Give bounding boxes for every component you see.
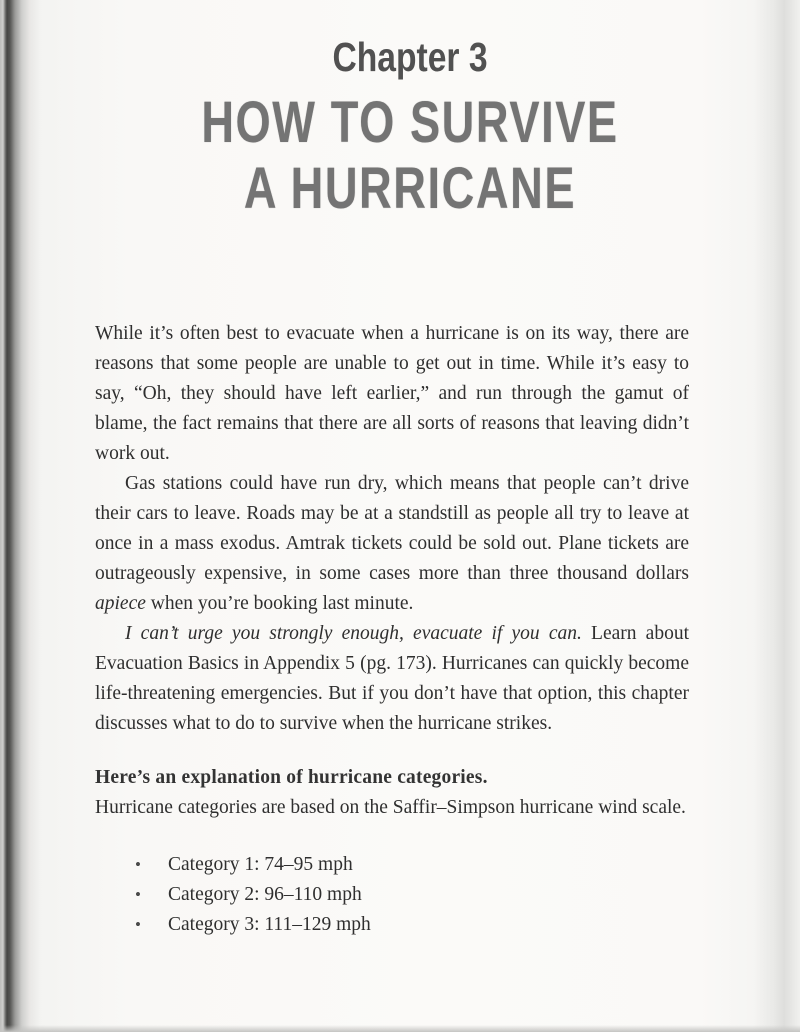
chapter-label: Chapter 3 xyxy=(332,34,488,80)
chapter-header xyxy=(30,32,790,222)
paragraph-travel-obstacles xyxy=(95,469,689,619)
paragraph-1-text: While it’s often best to evacuate when a hurricane is on its way, there are reasons that some people are unable to get out in time. While it’s easy to say, “Oh, they should have left earlier,” and run through the gamut of blame, the fact remains that there are all sorts of reasons that leaving didn’t work out. xyxy=(95,323,689,464)
bullet-icon: • xyxy=(135,915,141,934)
list-item-label: Category 2: 96–110 mph xyxy=(168,884,362,905)
paragraph-3-italic-lead: I can’t urge you strongly enough, evacuate if you can. xyxy=(125,623,582,644)
bullet-icon: • xyxy=(135,885,141,904)
paragraph-2-text-before-italic: Gas stations could have run dry, which means that people can’t drive their cars to leave. Roads may be at a standstill as people all try to leave at once in a mass exodus. Amtrak tickets could be sold out. Plane tickets are outrageously expensive, in some cases more than three thousand dollars xyxy=(95,473,689,584)
list-item-label: Category 3: 111–129 mph xyxy=(168,914,371,935)
section-heading-hurricane-categories: Here’s an explanation of hurricane categories. xyxy=(95,767,488,788)
list-item-label: Category 1: 74–95 mph xyxy=(168,854,353,875)
paragraph-2-text-after-italic: when you’re booking last minute. xyxy=(145,593,414,614)
bullet-icon: • xyxy=(135,855,141,874)
scan-edge-bottom xyxy=(0,1025,800,1032)
paragraph-3-text-rest: Learn about Evacuation Basics in Appendix 5 (pg. 173). Hurricanes can quickly become life-threatening emergencies. But if you don’t have that option, this chapter discusses what to do to survive when the hurricane strikes. xyxy=(95,623,689,734)
chapter-title-line-1: HOW TO SURVIVE xyxy=(201,90,619,155)
body-text-block xyxy=(95,319,689,940)
paragraph-2-italic-word: apiece xyxy=(95,593,146,614)
paragraph-urge-to-evacuate xyxy=(95,619,689,739)
chapter-title xyxy=(30,90,790,222)
paragraph-evacuation-reasons xyxy=(95,319,689,469)
section-intro-saffir-simpson: Hurricane categories are based on the Saffir–Simpson hurricane wind scale. xyxy=(95,797,686,818)
list-item-category-3 xyxy=(135,910,689,940)
list-item-category-2 xyxy=(135,880,689,910)
list-item-category-1 xyxy=(135,850,689,880)
category-list xyxy=(95,850,689,940)
chapter-title-line-2: A HURRICANE xyxy=(243,156,577,221)
